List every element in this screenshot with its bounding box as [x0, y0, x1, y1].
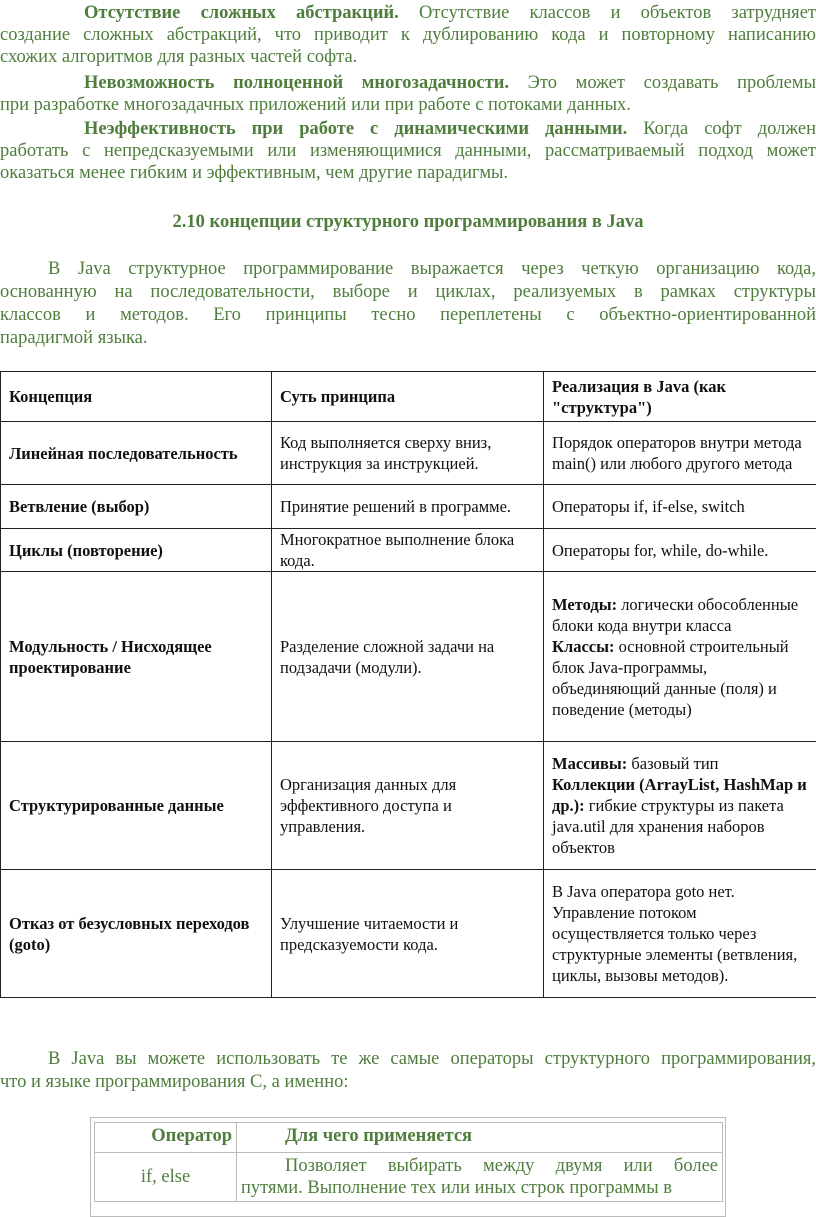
bullet-item-1: [0, 2, 816, 68]
essence-cell: Код выполняется сверху вниз, инструкция за инструкцией.: [272, 422, 544, 485]
concept-cell: Модульность / Нисходящее проектирование: [1, 572, 272, 742]
concept-cell: Циклы (повторение): [1, 529, 272, 572]
essence-cell: Принятие решений в программе.: [272, 485, 544, 529]
table-header-cell: Суть принципа: [272, 372, 544, 422]
bullet-text: Когда софт должен: [627, 119, 816, 139]
paragraph-line: классов и методов. Его принципы тесно переплетены с объектно-ориентированной: [0, 304, 816, 327]
bullet-text: Это может создавать проблемы: [509, 73, 816, 93]
operator-cell: if, else: [95, 1153, 237, 1202]
impl-cell: Порядок операторов внутри метода main() или любого другого метода: [544, 422, 816, 485]
bullet-text: создание сложных абстракций, что приводит к дублированию кода и повторному написанию: [0, 24, 816, 46]
table-header-cell: Для чего применяется: [237, 1123, 723, 1153]
impl-cell: В Java оператора goto нет. Управление потоком осуществляется только через структурные элементы (ветвления, циклы, вызовы методов).: [544, 870, 816, 998]
table-row: [1, 742, 816, 870]
paragraph-line: основанную на последовательности, выборе и циклах, реализуемых в рамках структуры: [0, 281, 816, 304]
table-row: [1, 870, 816, 998]
table-row: [1, 485, 816, 529]
concept-cell: Отказ от безусловных переходов (goto): [1, 870, 272, 998]
paragraph-line: В Java структурное программирование выражается через четкую организацию кода,: [0, 258, 816, 281]
paragraph-line: что и языке программирования С, а именно:: [0, 1071, 816, 1094]
bullet-text: оказаться менее гибким и эффективным, чем другие парадигмы.: [0, 162, 816, 184]
essence-cell: Многократное выполнение блока кода.: [272, 529, 544, 572]
table-row: [1, 529, 816, 572]
bullet-text: схожих алгоритмов для разных частей софта.: [0, 46, 816, 68]
description-line: путями. Выполнение тех или иных строк программы в: [241, 1177, 718, 1199]
bullet-title: Невозможность полноценной многозадачности.: [84, 73, 509, 93]
paragraph-line: парадигмой языка.: [0, 327, 816, 350]
essence-cell: Улучшение читаемости и предсказуемости кода.: [272, 870, 544, 998]
table-header-cell: Оператор: [95, 1123, 237, 1153]
paragraph-line: В Java вы можете использовать те же самые операторы структурного программирования,: [0, 1048, 816, 1071]
essence-cell: Организация данных для эффективного доступа и управления.: [272, 742, 544, 870]
impl-cell: Операторы for, while, do-while.: [544, 529, 816, 572]
impl-cell: [544, 572, 816, 742]
bullet-text: Отсутствие классов и объектов затрудняет: [399, 3, 816, 23]
concepts-table: [0, 371, 816, 998]
table-header-row: [95, 1123, 723, 1153]
impl-text: основной строительный блок Java-программы, объединяющий данные (поля) и поведение (методы): [552, 637, 789, 719]
intro-paragraph: [0, 258, 816, 350]
impl-cell: [544, 742, 816, 870]
description-cell: [237, 1153, 723, 1202]
section-heading: 2.10 концепции структурного программирования в Java: [0, 212, 816, 233]
table-header-row: [1, 372, 816, 422]
concept-cell: Линейная последовательность: [1, 422, 272, 485]
impl-cell: Операторы if, if-else, switch: [544, 485, 816, 529]
impl-term: Классы:: [552, 637, 615, 656]
concept-cell: Ветвление (выбор): [1, 485, 272, 529]
impl-text: гибкие структуры из пакета java.util для хранения наборов объектов: [552, 796, 784, 857]
impl-term: Коллекции (ArrayList, HashMap и др.):: [552, 775, 807, 815]
bullet-item-2: [0, 72, 816, 116]
impl-term: Массивы:: [552, 754, 627, 773]
concept-cell: Структурированные данные: [1, 742, 272, 870]
impl-text: логически обособленные блоки кода внутри класса: [552, 595, 798, 635]
essence-cell: Разделение сложной задачи на подзадачи (модули).: [272, 572, 544, 742]
table-row: [95, 1153, 723, 1202]
bullet-title: Отсутствие сложных абстракций.: [84, 3, 399, 23]
impl-text: базовый тип: [627, 754, 718, 773]
table-row: [1, 422, 816, 485]
bullet-item-3: [0, 118, 816, 184]
operators-table: [94, 1122, 723, 1202]
outro-paragraph: [0, 1048, 816, 1094]
table-header-cell: Реализация в Java (как "структура"): [544, 372, 816, 422]
description-line: Позволяет выбирать между двумя или более: [241, 1155, 718, 1177]
bullet-text: работать с непредсказуемыми или изменяющимися данными, рассматриваемый подход может: [0, 140, 816, 162]
bullet-text: при разработке многозадачных приложений или при работе с потоками данных.: [0, 94, 816, 116]
table-row: [1, 572, 816, 742]
impl-term: Методы:: [552, 595, 617, 614]
table-header-cell: Концепция: [1, 372, 272, 422]
bullet-title: Неэффективность при работе с динамическими данными.: [84, 119, 627, 139]
